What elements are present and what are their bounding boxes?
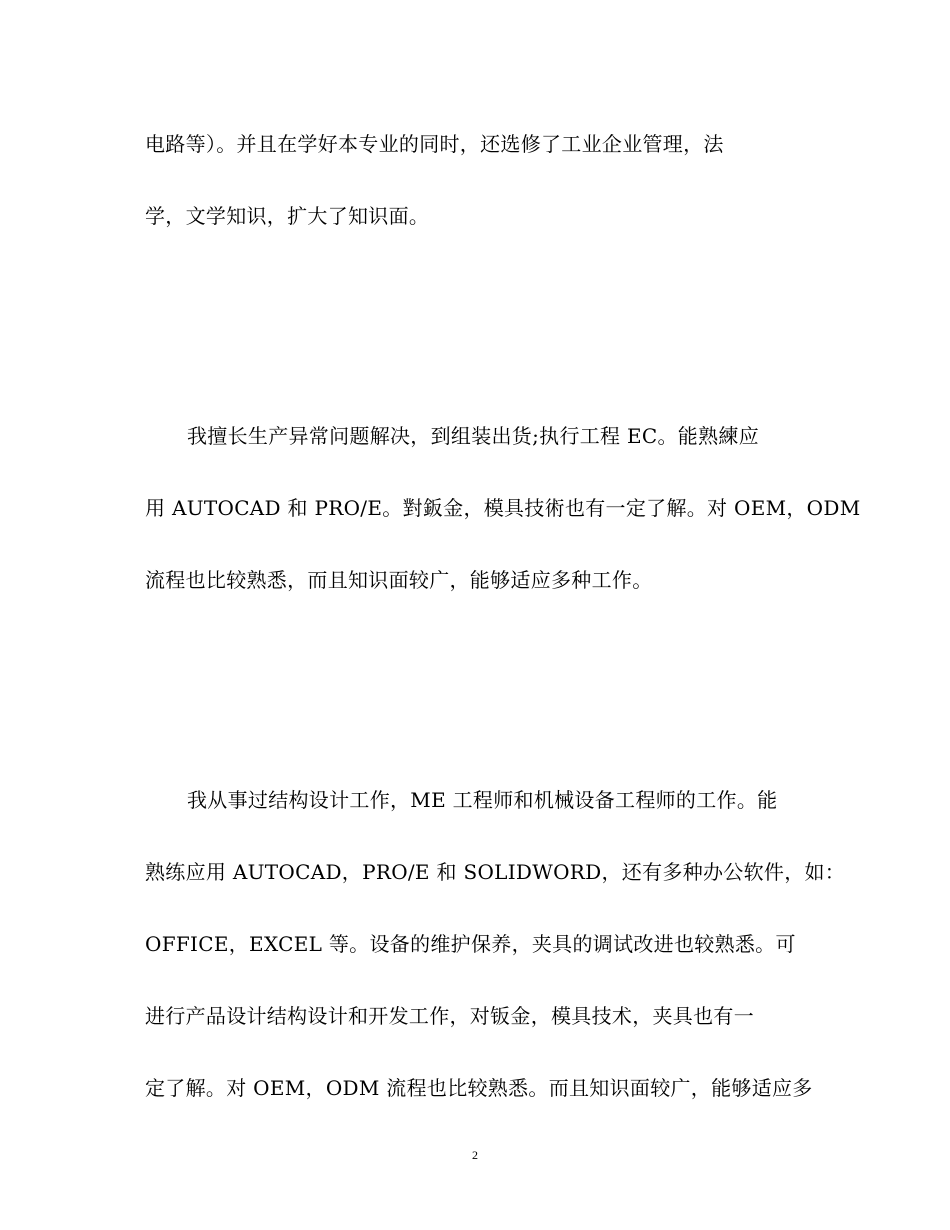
paragraph-3-line-5: 定了解。对 OEM，ODM 流程也比较熟悉。而且知识面较广，能够适应多 bbox=[145, 1076, 813, 1100]
paragraph-1-line-2: 学，文学知识，扩大了知识面。 bbox=[145, 204, 430, 228]
page-number: 2 bbox=[472, 1148, 478, 1162]
paragraph-2-line-3: 流程也比较熟悉，而且知识面较广，能够适应多种工作。 bbox=[145, 568, 653, 592]
paragraph-2-line-1: 我擅长生产异常问题解决，到组装出货;执行工程 EC。能熟練应 bbox=[187, 424, 759, 448]
paragraph-3-line-1: 我从事过结构设计工作，ME 工程师和机械设备工程师的工作。能 bbox=[187, 788, 778, 812]
paragraph-2-line-2: 用 AUTOCAD 和 PRO/E。對鈑金，模具技術也有一定了解。对 OEM，ODM bbox=[145, 496, 861, 520]
paragraph-1-line-1: 电路等）。并且在学好本专业的同时，还选修了工业企业管理，法 bbox=[145, 132, 724, 156]
paragraph-3-line-2: 熟练应用 AUTOCAD，PRO/E 和 SOLIDWORD，还有多种办公软件，如： bbox=[145, 860, 846, 884]
paragraph-3-line-4: 进行产品设计结构设计和开发工作，对钣金，模具技术，夹具也有一 bbox=[145, 1004, 754, 1028]
paragraph-3-line-3: OFFICE，EXCEL 等。设备的维护保养，夹具的调试改进也较熟悉。可 bbox=[145, 932, 796, 956]
